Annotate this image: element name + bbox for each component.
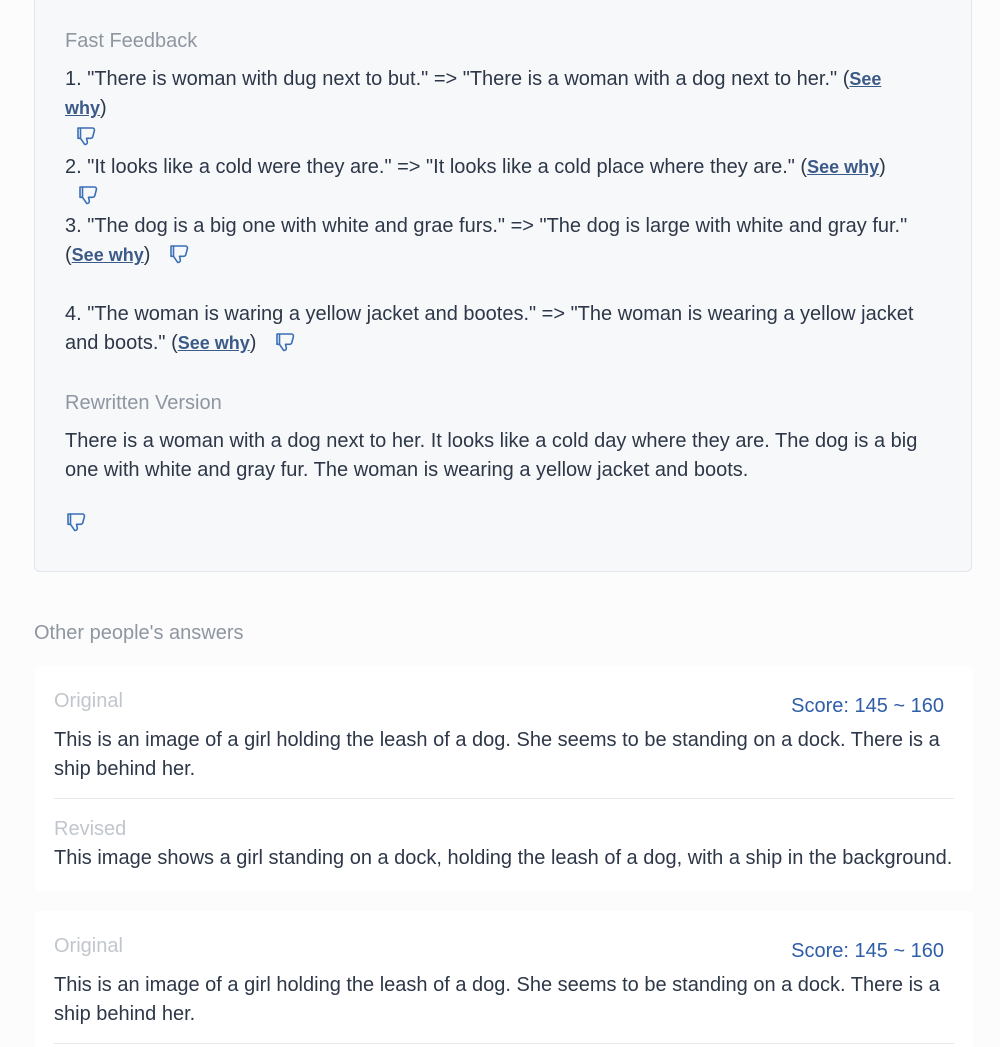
see-why-link[interactable]: See why bbox=[65, 69, 882, 118]
feedback-item-1 bbox=[65, 65, 925, 152]
see-why-link[interactable]: See why bbox=[177, 333, 250, 353]
revised-label: Revised bbox=[54, 818, 127, 840]
other-answers-heading: Other people's answers bbox=[34, 622, 244, 644]
original-label: Original bbox=[54, 935, 123, 957]
revised-text: This image shows a girl standing on a dock, holding the leash of a dog, with a ship in the background. bbox=[54, 847, 953, 869]
feedback-item-text: 3. "The dog is a big one with white and grae furs." => "The dog is large with white and gray fur." ( bbox=[65, 215, 908, 266]
original-text: This is an image of a girl holding the leash of a dog. She seems to be standing on a dock. There is a ship behind her. bbox=[54, 974, 940, 1025]
score-badge: Score: 145 ~ 160 bbox=[791, 695, 944, 717]
thumbs-down-icon[interactable] bbox=[65, 510, 89, 534]
feedback-item-suffix: ) bbox=[100, 97, 107, 119]
feedback-item-suffix: ) bbox=[143, 244, 151, 266]
rewritten-text: There is a woman with a dog next to her. It looks like a cold day where they are. The dog is a big one with white and gray fur. The woman is wearing a yellow jacket and boots. bbox=[65, 430, 918, 481]
answer-card bbox=[34, 666, 974, 891]
fast-feedback-heading: Fast Feedback bbox=[65, 30, 198, 52]
feedback-item-text: 4. "The woman is waring a yellow jacket and bootes." => "The woman is wearing a yellow jacket and boots." ( bbox=[65, 303, 914, 354]
thumbs-down-icon[interactable] bbox=[77, 183, 101, 207]
score-badge: Score: 145 ~ 160 bbox=[791, 940, 944, 962]
thumbs-down-icon[interactable] bbox=[75, 124, 99, 148]
original-text: This is an image of a girl holding the leash of a dog. She seems to be standing on a dock. There is a ship behind her. bbox=[54, 729, 940, 780]
thumbs-down-icon[interactable] bbox=[274, 330, 298, 354]
feedback-item-text: 2. "It looks like a cold were they are." => "It looks like a cold place where they are." ( bbox=[65, 156, 808, 178]
answer-card bbox=[34, 911, 974, 1047]
feedback-item-text: 1. "There is woman with dug next to but." => "There is a woman with a dog next to her." ( bbox=[65, 68, 850, 90]
see-why-link[interactable]: See why bbox=[71, 245, 144, 265]
feedback-item-suffix: ) bbox=[249, 332, 257, 354]
see-why-link[interactable]: See why bbox=[807, 157, 880, 177]
divider bbox=[54, 798, 954, 799]
thumbs-down-icon[interactable] bbox=[168, 242, 192, 266]
feedback-item-3 bbox=[65, 212, 925, 270]
original-label: Original bbox=[54, 690, 123, 712]
fast-feedback-panel bbox=[34, 0, 972, 572]
feedback-item-suffix: ) bbox=[879, 156, 886, 178]
divider bbox=[54, 1043, 954, 1044]
rewritten-version-heading: Rewritten Version bbox=[65, 392, 222, 414]
feedback-item-2 bbox=[65, 153, 925, 211]
feedback-item-4 bbox=[65, 300, 925, 358]
